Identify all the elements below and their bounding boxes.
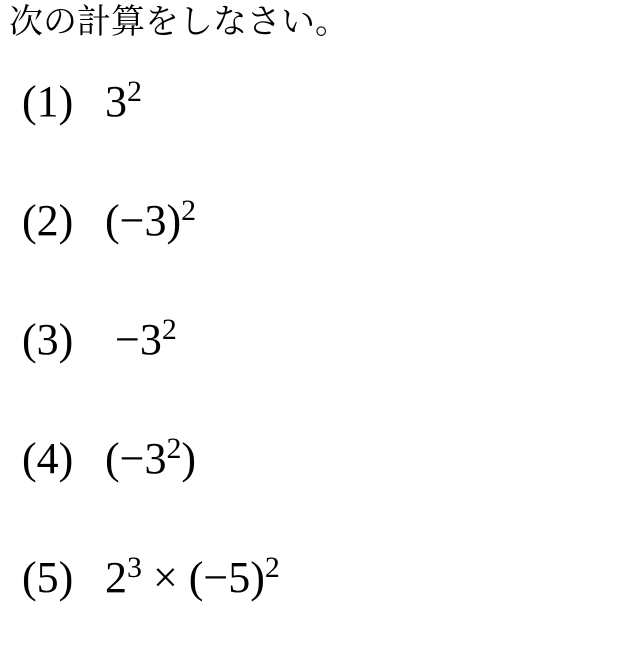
problem-expression [105, 553, 280, 600]
problem-expression [115, 315, 177, 362]
problem-row-1 [22, 77, 142, 124]
problem-row-2 [22, 196, 196, 243]
expression-text: 3 [105, 76, 127, 126]
expression-text: 2 [105, 552, 127, 602]
expression-text: × (−5) [141, 552, 265, 602]
exponent-superscript: 2 [264, 551, 280, 584]
expression-text: (−3 [105, 433, 167, 483]
expression-text: (−3) [105, 195, 182, 245]
exponent-superscript: 2 [166, 432, 182, 465]
exponent-superscript: 2 [161, 313, 177, 346]
expression-text: ) [181, 433, 197, 483]
problem-row-4 [22, 434, 196, 481]
problem-number: (5) [22, 552, 74, 602]
problem-number: (1) [22, 76, 74, 126]
worksheet-instruction: 次の計算をしなさい。 [9, 4, 349, 41]
exponent-superscript: 2 [181, 194, 197, 227]
problem-expression [105, 77, 142, 124]
problem-expression [105, 196, 196, 243]
exponent-superscript: 3 [127, 551, 142, 584]
problem-row-5 [22, 553, 280, 600]
problem-expression [105, 434, 196, 481]
problem-number: (2) [22, 195, 74, 245]
expression-text: −3 [115, 314, 162, 364]
problem-row-3 [22, 315, 177, 362]
problem-number: (3) [22, 314, 74, 364]
problem-number: (4) [22, 433, 74, 483]
exponent-superscript: 2 [127, 75, 142, 108]
